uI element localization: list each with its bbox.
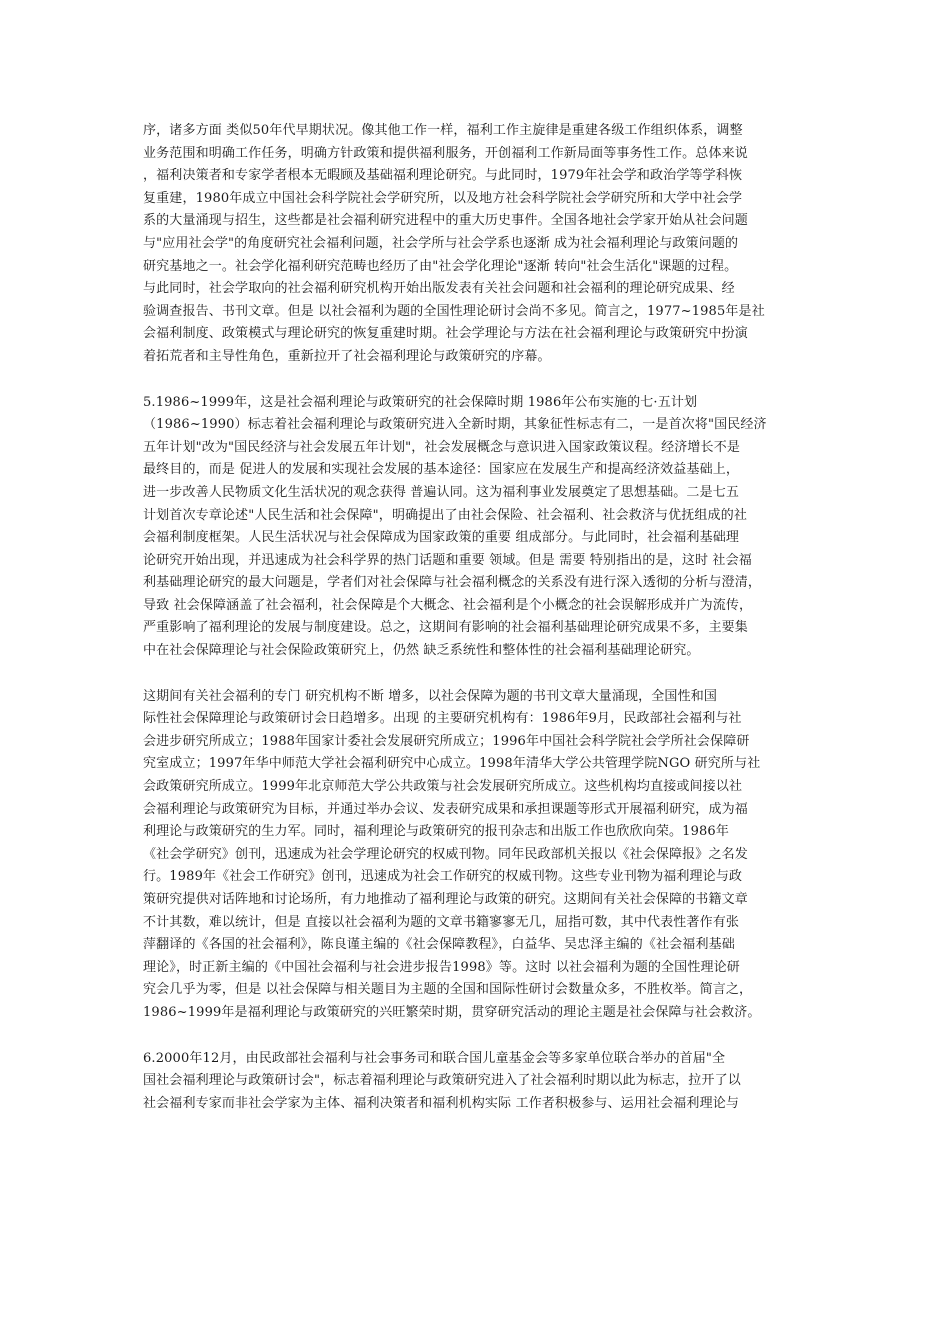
paragraph-1: [143, 120, 809, 369]
text-line: 与"应用社会学"的角度研究社会福利问题，社会学所与社会学系也逐渐 成为社会福利理论与政策问题的: [143, 235, 739, 251]
paragraph-gap: [143, 1025, 809, 1048]
text-line: 计划首次专章论述"人民生活和社会保障"，明确提出了由社会保险、社会福利、社会救济与优抚组成的社: [143, 507, 748, 523]
text-line: （1986~1990）标志着社会福利理论与政策研究进入全新时期，其象征性标志有二，一是首次将"国民经济: [143, 417, 767, 433]
text-line: 究会几乎为零，但是 以社会保障与相关题目为主题的全国和国际性研讨会数量众多，不胜枚举。简言之，: [143, 982, 753, 998]
text-line: 利基础理论研究的最大问题是，学者们对社会保障与社会福利概念的关系没有进行深入透彻的分析与澄清，: [143, 575, 762, 591]
paragraph-4: [143, 1048, 809, 1116]
text-line: 会进步研究所成立；1988年国家计委社会发展研究所成立；1996年中国社会科学院社会学所社会保障研: [143, 733, 750, 749]
text-line: 与此同时，社会学取向的社会福利研究机构开始出版发表有关社会问题和社会福利的理论研究成果、经: [143, 281, 735, 297]
paragraph-3: [143, 686, 809, 1025]
text-line: 国社会福利理论与政策研讨会"，标志着福利理论与政策研究进入了社会福利时期以此为标志，拉开了以: [143, 1073, 741, 1089]
text-line: 社会福利专家而非社会学家为主体、福利决策者和福利机构实际 工作者积极参与、运用社会福利理论与: [143, 1095, 740, 1111]
text-line: 5.1986~1999年，这是社会福利理论与政策研究的社会保障时期 1986年公布实施的七·五计划: [143, 394, 698, 410]
text-line: 系的大量涌现与招生，这些都是社会福利研究进程中的重大历史事件。全国各地社会学家开始从社会问题: [143, 213, 748, 229]
text-line: 中在社会保障理论与社会保险政策研究上，仍然 缺乏系统性和整体性的社会福利基础理论研究。: [143, 643, 700, 659]
text-line: 导致 社会保障涵盖了社会福利，社会保障是个大概念、社会福利是个小概念的社会误解形成并广为流传，: [143, 597, 753, 613]
text-line: 《社会学研究》创刊，迅速成为社会学理论研究的权威刊物。同年民政部机关报以《社会保障报》之名发: [143, 846, 748, 862]
text-line: 最终目的，而是 促进人的发展和实现社会发展的基本途径：国家应在发展生产和提高经济效益基础上，: [143, 462, 740, 478]
document-page: [143, 120, 809, 1115]
text-line: 严重影响了福利理论的发展与制度建设。总之，这期间有影响的社会福利基础理论研究成果不多，主要集: [143, 620, 748, 636]
text-line: 进一步改善人民物质文化生活状况的观念获得 普遍认同。这为福利事业发展奠定了思想基础。二是七五: [143, 484, 740, 500]
text-line: ，福利决策者和专家学者根本无暇顾及基础福利理论研究。与此同时，1979年社会学和政治学等学科恢: [143, 168, 743, 184]
text-line: 会福利制度、政策模式与理论研究的恢复重建时期。社会学理论与方法在社会福利理论与政策研究中扮演: [143, 326, 748, 342]
paragraph-gap: [143, 369, 809, 392]
text-line: 研究基地之一。社会学化福利研究范畴也经历了由"社会学化理论"逐渐 转向"社会生活化"课题的过程。: [143, 258, 738, 274]
paragraph-gap: [143, 663, 809, 686]
text-line: 理论》，时正新主编的《中国社会福利与社会进步报告1998》等。这时 以社会福利为题的全国性理论研: [143, 959, 740, 975]
paragraph-2: [143, 392, 809, 663]
text-line: 会福利制度框架。人民生活状况与社会保障成为国家政策的重要 组成部分。与此同时，社会福利基础理: [143, 530, 740, 546]
text-line: 际性社会保障理论与政策研讨会日趋增多。出现 的主要研究机构有：1986年9月，民政部社会福利与社: [143, 711, 742, 727]
text-line: 利理论与政策研究的生力军。同时，福利理论与政策研究的报刊杂志和出版工作也欣欣向荣。1986年: [143, 824, 729, 840]
text-line: 复重建，1980年成立中国社会科学院社会学研究所，以及地方社会科学院社会学研究所和大学中社会学: [143, 190, 743, 206]
text-line: 萍翻译的《各国的社会福利》，陈良谨主编的《社会保障教程》，白益华、吴忠泽主编的《社会福利基础: [143, 937, 735, 953]
text-line: 这期间有关社会福利的专门 研究机构不断 增多，以社会保障为题的书刊文章大量涌现，全国性和国: [143, 688, 718, 704]
text-line: 会福利理论与政策研究为目标，并通过举办会议、发表研究成果和承担课题等形式开展福利研究，成为福: [143, 801, 748, 817]
text-line: 不计其数，难以统计，但是 直接以社会福利为题的文章书籍寥寥无几，屈指可数，其中代表性著作有张: [143, 914, 740, 930]
text-line: 6.2000年12月，由民政部社会福利与社会事务司和联合国儿童基金会等多家单位联合举办的首届"全: [143, 1050, 726, 1066]
text-line: 会政策研究所成立。1999年北京师范大学公共政策与社会发展研究所成立。这些机构均直接或间接以社: [143, 779, 743, 795]
text-line: 五年计划"改为"国民经济与社会发展五年计划"，社会发展概念与意识进入国家政策议程。经济增长不是: [143, 439, 740, 455]
text-line: 1986~1999年是福利理论与政策研究的兴旺繁荣时期，贯穿研究活动的理论主题是社会保障与社会救济。: [143, 1004, 761, 1020]
text-line: 序，诸多方面 类似50年代早期状况。像其他工作一样，福利工作主旋律是重建各级工作组织体系，调整: [143, 123, 743, 138]
text-line: 着拓荒者和主导性角色，重新拉开了社会福利理论与政策研究的序幕。: [143, 348, 551, 364]
text-line: 业务范围和明确工作任务，明确方针政策和提供福利服务，开创福利工作新局面等事务性工作。总体来说: [143, 145, 748, 161]
text-line: 策研究提供对话阵地和讨论场所，有力地推动了福利理论与政策的研究。这期间有关社会保障的书籍文章: [143, 892, 748, 907]
text-line: 究室成立；1997年华中师范大学社会福利研究中心成立。1998年清华大学公共管理学院NGO 研究所与社: [143, 756, 761, 772]
text-line: 论研究开始出现，并迅速成为社会科学界的热门话题和重要 领域。但是 需要 特别指出的是，这时 社会福: [143, 552, 752, 568]
text-line: 验调查报告、书刊文章。但是 以社会福利为题的全国性理论研讨会尚不多见。简言之，1977~1985年是社: [143, 303, 765, 319]
text-line: 行。1989年《社会工作研究》创刊，迅速成为社会工作研究的权威刊物。这些专业刊物为福利理论与政: [143, 869, 743, 885]
